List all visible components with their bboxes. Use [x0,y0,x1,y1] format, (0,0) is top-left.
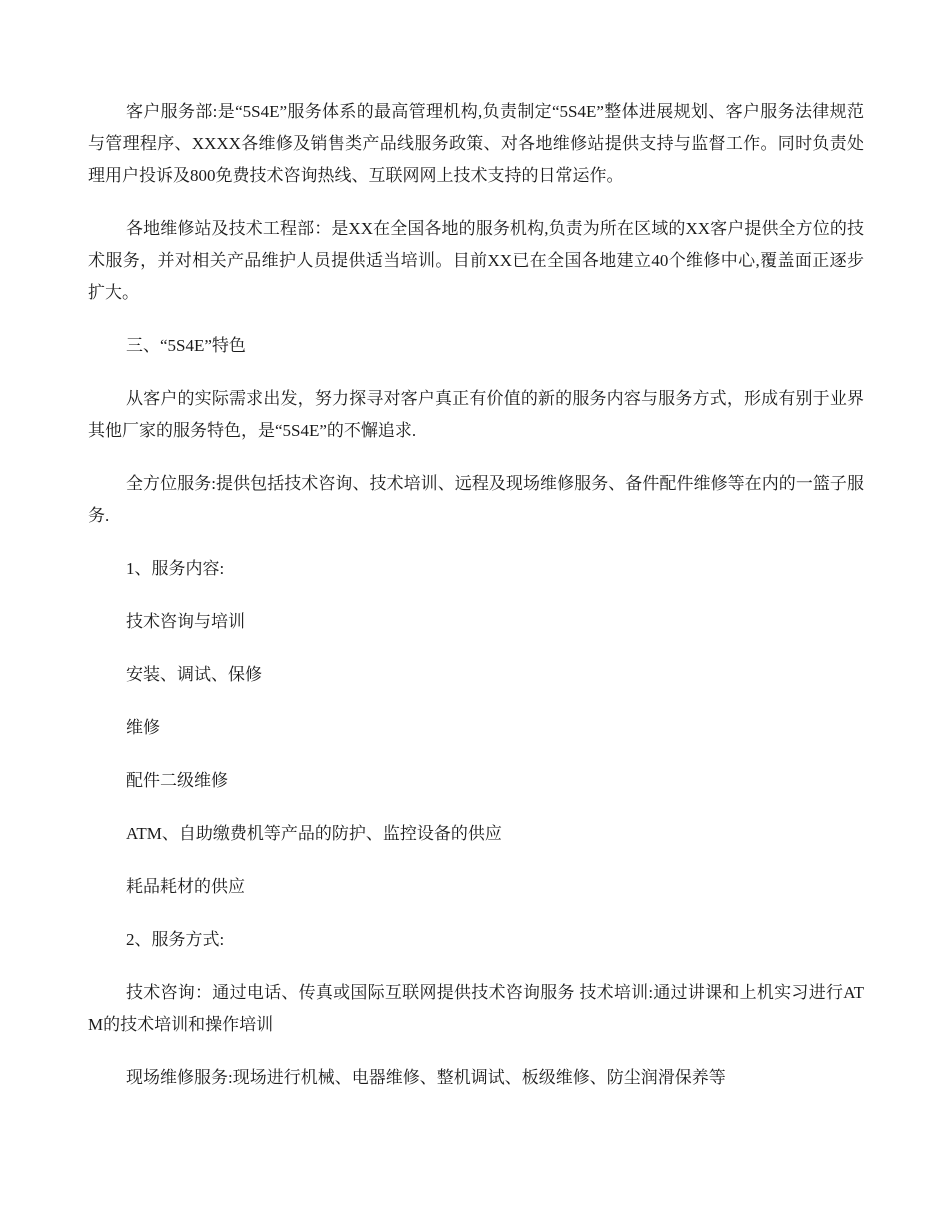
subheading-service-content: 1、服务内容: [126,559,225,578]
list-item-consulting-training: 技术咨询与培训 [126,612,245,631]
paragraph-consulting-training-methods: 技术咨询：通过电话、传真或国际互联网提供技术咨询服务 技术培训:通过讲课和上机实习进行ATM的技术培训和操作培训 [88,983,864,1034]
paragraph-customer-service-dept: 客户服务部:是“5S4E”服务体系的最高管理机构,负责制定“5S4E”整体进展规划、客户服务法律规范与管理程序、XXXX各维修及销售类产品线服务政策、对各地维修站提供支持与监督工作。同时负责处理用户投诉及800免费技术咨询热线、互联网网上技术支持的日常运作。 [88,102,864,185]
list-item-install-debug-warranty: 安装、调试、保修 [126,665,262,684]
paragraph-regional-stations: 各地维修站及技术工程部：是XX在全国各地的服务机构,负责为所在区域的XX客户提供全方位的技术服务，并对相关产品维护人员提供适当培训。目前XX已在全国各地建立40个维修中心,覆盖面正逐步扩大。 [88,219,864,302]
document-page [88,96,864,1115]
paragraph-features-intro: 从客户的实际需求出发，努力探寻对客户真正有价值的新的服务内容与服务方式，形成有别于业界其他厂家的服务特色，是“5S4E”的不懈追求. [88,389,864,440]
section-heading-features: 三、“5S4E”特色 [126,336,246,355]
paragraph-full-service: 全方位服务:提供包括技术咨询、技术培训、远程及现场维修服务、备件配件维修等在内的一篮子服务. [88,474,864,525]
paragraph-onsite-repair: 现场维修服务:现场进行机械、电器维修、整机调试、板级维修、防尘润滑保养等 [126,1068,726,1087]
list-item-atm-protection: ATM、自助缴费机等产品的防护、监控设备的供应 [126,824,502,843]
list-item-repair: 维修 [126,718,160,737]
subheading-service-methods: 2、服务方式: [126,930,225,949]
list-item-consumables: 耗品耗材的供应 [126,877,245,896]
list-item-parts-repair: 配件二级维修 [126,771,228,790]
